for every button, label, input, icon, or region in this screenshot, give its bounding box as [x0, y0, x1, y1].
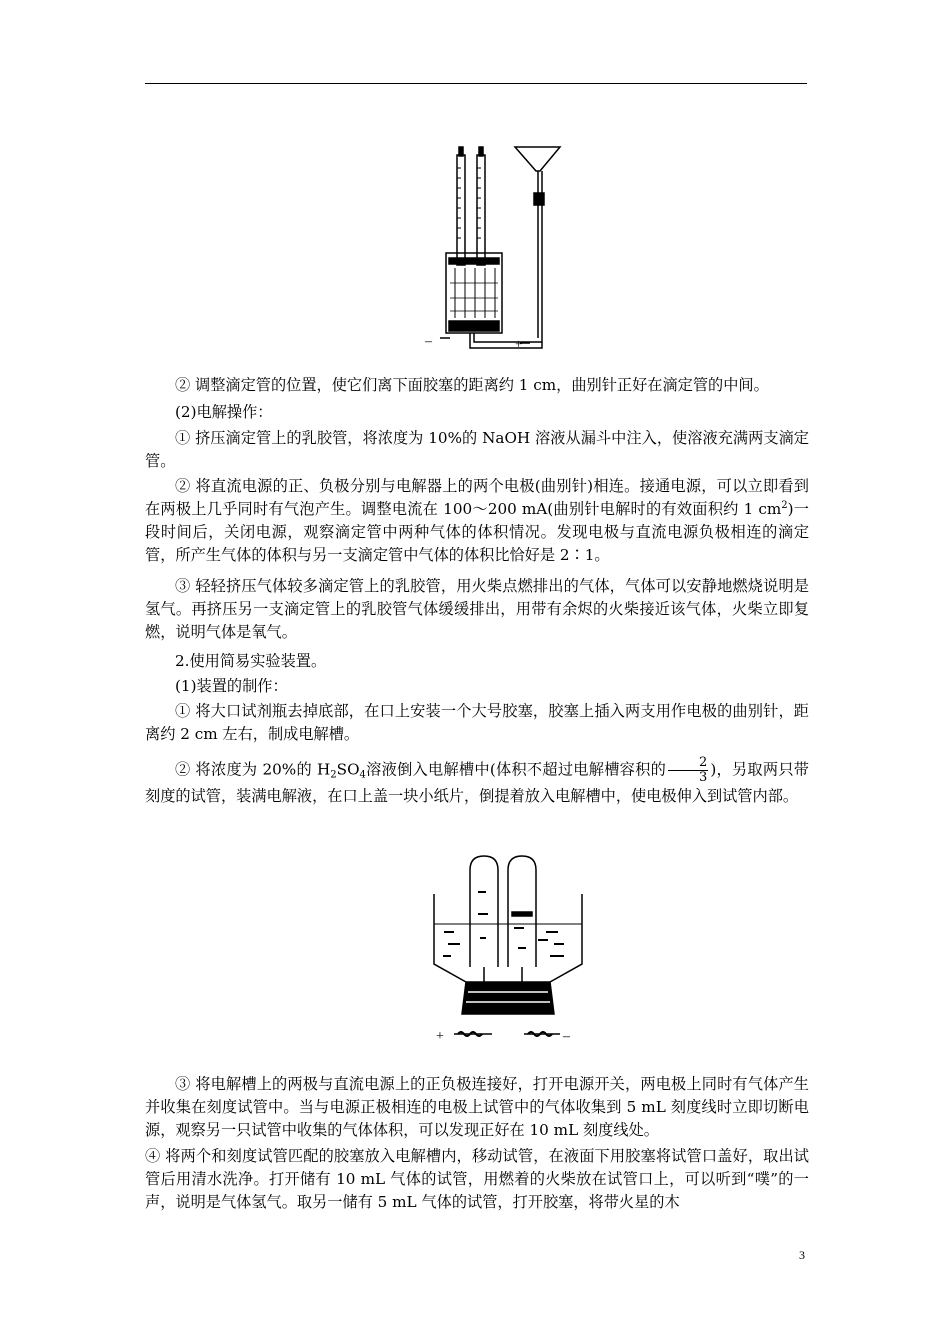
- paragraph: (1)装置的制作：: [175, 677, 288, 695]
- paragraph-text: )一段时间后，关闭电源，观察滴定管中两种气体的体积情况。发现电极与直流电源负极相连的滴定管，所产生气体的体积与另一支滴定管中气体的体积比恰好是 2∶1。: [145, 500, 809, 564]
- paragraph: ① 将大口试剂瓶去掉底部，在口上安装一个大号胶塞，胶塞上插入两支用作电极的曲别针，距离约 2 cm 左右，制成电解槽。: [145, 702, 809, 743]
- paragraph-text: SO: [336, 760, 360, 779]
- paragraph: [145, 756, 809, 808]
- paragraph: ② 调整滴定管的位置，使它们离下面胶塞的距离约 1 cm，曲别针正好在滴定管的中间。: [175, 376, 769, 394]
- subscript: 4: [359, 769, 366, 781]
- superscript: 2: [781, 500, 788, 511]
- header-rule: [145, 83, 807, 84]
- fraction: [668, 756, 708, 785]
- paragraph: 2.使用简易实验装置。: [175, 652, 327, 670]
- minus-terminal-label: –: [425, 334, 432, 349]
- page-number: 3: [799, 1248, 805, 1262]
- paragraph: ④ 将两个和刻度试管匹配的胶塞放入电解槽内，移动试管，在液面下用胶塞将试管口盖好，取出试管后用清水洗净。打开储有 10 mL 气体的试管，用燃着的火柴放在试管口上，可以听到“噗”的一声，说明是气体氢气。取另一储有 5 mL 气体的试管，打开胶塞，将带火星的木: [145, 1147, 809, 1211]
- paragraph: ③ 将电解槽上的两极与直流电源上的正负极连接好，打开电源开关，两电极上同时有气体产生并收集在刻度试管中。当与电源正极相连的电极上试管中的气体收集到 5 mL 刻度线时立即切断电源，观察另一只试管中收集的气体体积，可以发现正好在 10 mL 刻度线处。: [145, 1075, 809, 1139]
- plus-terminal-label: +: [436, 1029, 444, 1044]
- minus-terminal-label: –: [563, 1029, 570, 1044]
- paragraph: ① 挤压滴定管上的乳胶管，将浓度为 10%的 NaOH 溶液从漏斗中注入，使溶液充满两支滴定管。: [145, 429, 809, 470]
- paragraph: [145, 475, 809, 567]
- burette-electrolysis-figure: [420, 143, 570, 358]
- subscript: 2: [330, 769, 337, 781]
- paragraph-text: )，另取两只带刻度的试管，装满电解液，在口上盖一块小纸片，倒提着放入电解槽中，使电极伸入到试管内部。: [145, 760, 809, 805]
- electrolysis-cell-figure: [428, 852, 588, 1047]
- fraction-numerator: 2: [668, 756, 708, 771]
- paragraph-text: ② 将直流电源的正、负极分别与电解器上的两个电极(曲别针)相连。接通电源，可以立即看到在两极上几乎同时有气泡产生。调整电流在 100～200 mA(曲别针电解时的有效面积约 1 cm: [145, 477, 809, 518]
- paragraph-text: ② 将浓度为 20%的 H: [175, 760, 331, 779]
- fraction-denominator: 3: [699, 770, 708, 785]
- paragraph: (2)电解操作：: [175, 403, 273, 421]
- paragraph-text: 溶液倒入电解槽中(体积不超过电解槽容积的: [365, 760, 667, 779]
- plus-terminal-label: +: [515, 336, 523, 351]
- paragraph: ③ 轻轻挤压气体较多滴定管上的乳胶管，用火柴点燃排出的气体，气体可以安静地燃烧说明是氢气。再挤压另一支滴定管上的乳胶管气体缓缓排出，用带有余烬的火柴接近该气体，火柴立即复燃，说明气体是氧气。: [145, 577, 809, 641]
